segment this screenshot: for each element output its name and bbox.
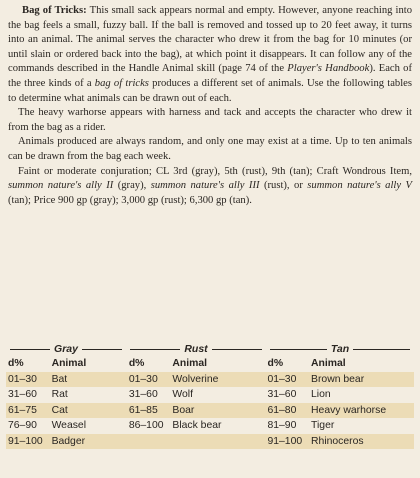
paragraph-description (8, 4, 412, 106)
spell-3: summon nature's ally V (307, 180, 412, 192)
paragraph-stats (8, 165, 412, 209)
table-cell: Wolf (172, 389, 193, 401)
table-cell: 76–90 (8, 420, 37, 432)
stats-text-4: (tan); Price 900 gp (gray); 3,000 gp (rust); 6,300 gp (tan). (8, 194, 252, 206)
table-cell: 01–30 (8, 373, 37, 385)
group-tan-label: Tan (330, 343, 350, 355)
table-cell: 91–100 (8, 435, 43, 447)
table-cell: 31–60 (267, 389, 297, 401)
table-cell: 91–100 (267, 435, 303, 447)
table-cell: 61–85 (128, 404, 158, 416)
table-group-headers (6, 342, 414, 356)
table-cell: Rhinoceros (311, 435, 364, 447)
table-cell: Lion (311, 389, 331, 401)
table-header-row (6, 356, 414, 372)
header-cell: d% (128, 358, 145, 370)
table-cell: Bat (51, 373, 68, 385)
book-reference: Player's Handbook (287, 63, 370, 75)
table-cell: Boar (172, 404, 195, 416)
stats-text-3: (rust), or (259, 180, 308, 192)
table-cell: 81–90 (267, 420, 297, 432)
table-cell: Brown bear (311, 373, 365, 385)
table-row (6, 418, 414, 434)
table-cell: Wolverine (172, 373, 219, 385)
group-tan (266, 342, 414, 356)
spell-1: summon nature's ally II (8, 180, 114, 192)
group-gray-label: Gray (54, 343, 78, 355)
paragraph-warhorse: The heavy warhorse appears with harness and tack and accepts the character who drew it from the bag as a rider. (8, 107, 412, 133)
table-cell: 31–60 (128, 389, 158, 401)
table-cell: Weasel (51, 420, 87, 432)
bag-reference: bag of tricks (94, 77, 149, 89)
header-cell: d% (267, 358, 284, 370)
table-cell: Tiger (311, 420, 335, 432)
table-row (6, 434, 414, 450)
paragraph-random: Animals produced are always random, and only one may exist at a time. Up to ten animals can be drawn from the bag each week. (8, 136, 412, 162)
header-cell: d% (8, 358, 24, 370)
item-name: Bag of Tricks: (22, 5, 87, 16)
table-cell: 61–80 (267, 404, 297, 416)
spell-2: summon nature's ally III (150, 180, 260, 192)
table-row (6, 387, 414, 403)
table-cell: 31–60 (8, 389, 37, 401)
description-text: This small sack appears normal and empty. However, anyone reaching into the bag feels a small, fuzzy ball. If the ball is removed and tossed up to 20 feet away, it turns into an animal. The animal serves the character who drew it from the bag for 10 minutes (or until slain or ordered back into the bag), at which point it disappears. It can follow any of the commands described in the Handle Animal skill (page 74 of the (8, 5, 412, 75)
table-cell: Rat (51, 389, 68, 401)
table-cell: Heavy warhorse (311, 404, 387, 416)
item-description (8, 4, 412, 208)
table-cell: Badger (51, 435, 86, 447)
table-cell: 61–75 (8, 404, 37, 416)
table-cell: Cat (51, 404, 68, 416)
table-cell: 86–100 (128, 420, 164, 432)
description-text-3: produces a different set of animals. Use the following tables to determine what animals can be drawn out of each. (8, 77, 412, 104)
group-rust-label: Rust (184, 343, 208, 355)
group-gray (6, 342, 126, 356)
header-cell: Animal (51, 358, 87, 370)
description-text-2: ). Each of the three kinds of a (8, 63, 412, 89)
table-row (6, 403, 414, 419)
table-row (6, 372, 414, 388)
group-rust (126, 342, 266, 356)
header-cell: Animal (311, 358, 346, 370)
table-cell: 01–30 (267, 373, 297, 385)
stats-text: Faint or moderate conjuration; CL 3rd (gray), 5th (rust), 9th (tan); Craft Wondrous Item, (18, 165, 412, 177)
table-cell: 01–30 (128, 373, 158, 385)
table-cell: Black bear (172, 420, 222, 432)
stats-text-2: (gray), (113, 180, 151, 192)
animal-tables (6, 342, 414, 449)
header-cell: Animal (172, 358, 208, 370)
